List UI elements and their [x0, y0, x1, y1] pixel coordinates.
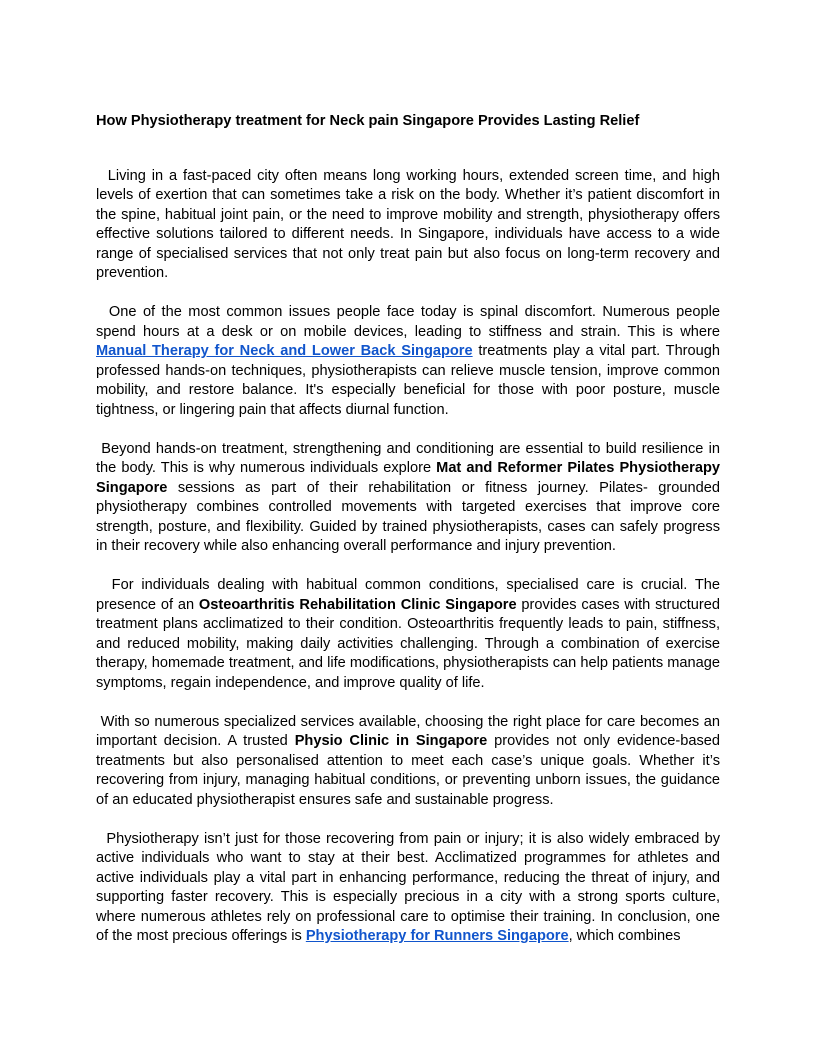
paragraph-osteoarthritis — [96, 576, 720, 693]
osteoarthritis-emphasis: Osteoarthritis Rehabilitation Clinic Singapore — [198, 596, 517, 613]
paragraph-text: provides cases with structured treatment plans acclimatized to their condition. Osteoarthritis frequently leads to pain, stiffness, and reduced mobility, making daily activities challenging. Through a combination of exercise therapy, homemade treatment, and life modifications, physiotherapists can help patients manage symptoms, regain independence, and improve quality of life. — [96, 596, 720, 691]
pilates-emphasis: Mat and Reformer Pilates Physiotherapy Singapore — [96, 460, 721, 496]
paragraph-text: One of the most common issues people face today is spinal discomfort. Numerous people spend hours at a desk or on mobile devices, leading to stiffness and strain. This is where — [96, 304, 720, 340]
document-title: How Physiotherapy treatment for Neck pain Singapore Provides Lasting Relief — [96, 113, 640, 129]
paragraph-text: Living in a fast-paced city often means long working hours, extended screen time, and high levels of exertion that can sometimes take a risk on the body. Whether it’s patient discomfort in the spine, habitual joint pain, or the need to improve mobility and strength, physiotherapy offers effective solutions tailored to different needs. In Singapore, individuals have access to a wide range of specialised services that not only treat pain but also focus on long-term recovery and prevention. — [96, 167, 720, 281]
runners-physiotherapy-link[interactable]: Physiotherapy for Runners Singapore — [305, 928, 569, 944]
paragraph-text: sessions as part of their rehabilitation or fitness journey. Pilates- grounded physiotherapy combines controlled movements with targeted exercises that improve core strength, posture, and flexibility. Guided by trained physiotherapists, cases can safely progress in their recovery while also enhancing overall performance and injury prevention. — [96, 479, 720, 554]
paragraph-runners — [96, 830, 720, 947]
paragraph-intro — [96, 167, 720, 284]
document-body — [96, 112, 720, 947]
manual-therapy-link[interactable]: Manual Therapy for Neck and Lower Back Singapore — [96, 343, 473, 359]
paragraph-physio-clinic — [96, 713, 720, 811]
paragraph-text: For individuals dealing with habitual common conditions, specialised care is crucial. The presence of an — [96, 577, 720, 613]
paragraph-text: Physiotherapy isn’t just for those recovering from pain or injury; it is also widely embraced by active individuals who want to stay at their best. Acclimatized programmes for athletes and active individuals play a vital part in enhancing performance, reducing the threat of injury, and supporting faster recovery. This is especially precious in a city with a strong sports culture, where numerous athletes rely on professional care to optimise their training. In conclusion, one of the most precious offerings is — [96, 830, 721, 944]
paragraph-text: With so numerous specialized services available, choosing the right place for care becomes an important decision. A trusted — [96, 713, 720, 749]
paragraph-manual-therapy — [96, 303, 720, 420]
paragraph-text: provides not only evidence-based treatments but also personalised attention to meet each case’s unique goals. Whether it’s recovering from injury, managing habitual conditions, or preventing unborn issues, the guidance of an educated physiotherapist ensures safe and sustainable progress. — [96, 733, 721, 808]
paragraph-pilates — [96, 440, 720, 557]
physio-clinic-emphasis: Physio Clinic in Singapore — [294, 733, 488, 749]
paragraph-text: Beyond hands-on treatment, strengthening and conditioning are essential to build resilience in the body. This is why numerous individuals explore — [96, 440, 720, 476]
paragraph-text: , which combines — [568, 928, 681, 944]
paragraph-text: treatments play a vital part. Through professed hands-on techniques, physiotherapists can relieve muscle tension, improve common mobility, and restore balance. It's especially beneficial for those with poor posture, muscle tightness, or lingering pain that affects diurnal function. — [96, 343, 721, 418]
